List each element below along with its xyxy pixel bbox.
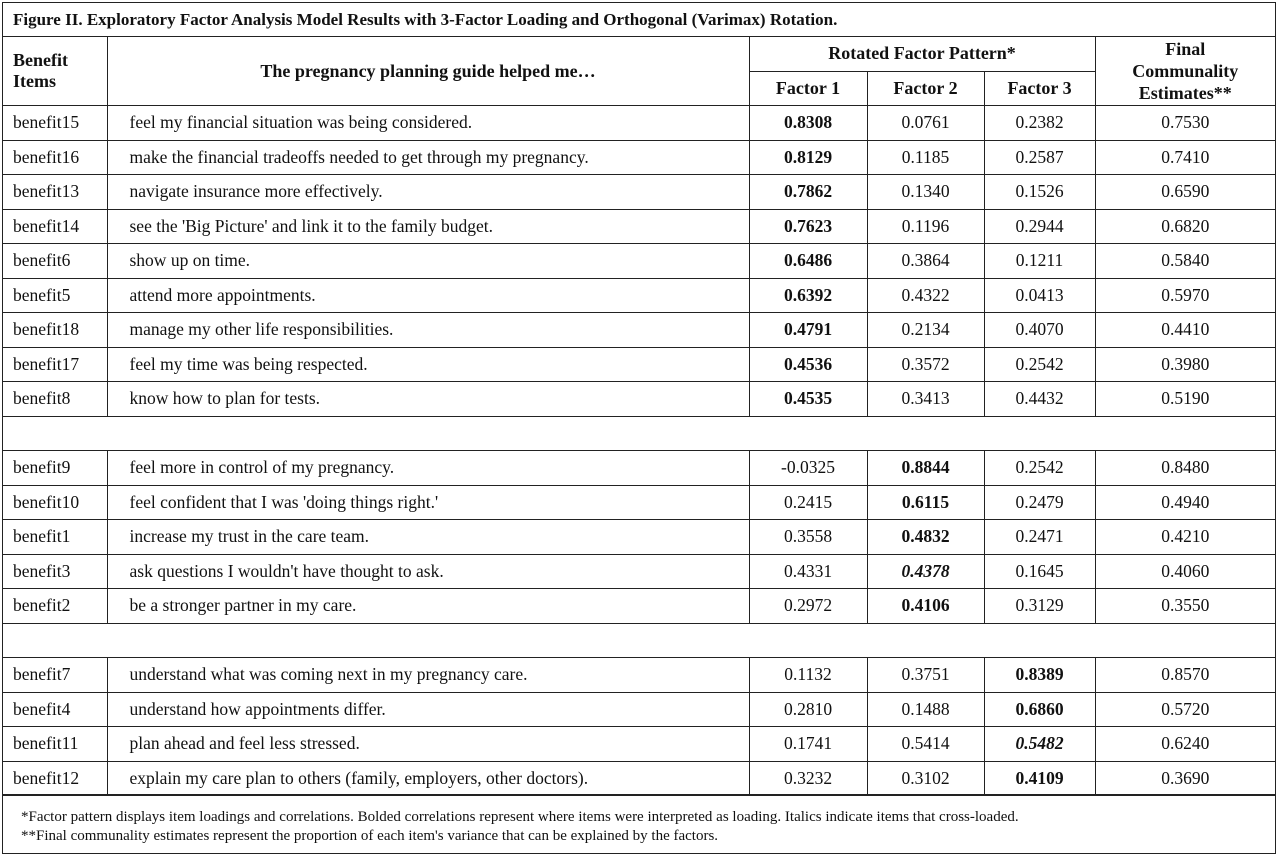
cell-final-communality: 0.6590	[1095, 175, 1275, 210]
cell-benefit-item: benefit5	[3, 278, 107, 313]
header-final-line1: Final	[1165, 39, 1206, 59]
cell-description: feel my financial situation was being considered.	[107, 106, 749, 141]
cell-factor3: 0.2944	[984, 209, 1095, 244]
cell-factor1: 0.3558	[749, 520, 867, 555]
header-rotated-factor-pattern: Rotated Factor Pattern*	[749, 37, 1095, 71]
cell-factor1: 0.8308	[749, 106, 867, 141]
cell-factor2: 0.3102	[867, 761, 984, 796]
cell-final-communality: 0.4940	[1095, 485, 1275, 520]
cell-factor3: 0.2479	[984, 485, 1095, 520]
cell-factor3: 0.1211	[984, 244, 1095, 279]
cell-final-communality: 0.6820	[1095, 209, 1275, 244]
factor-analysis-table	[3, 37, 1275, 796]
figure-table-container	[2, 2, 1276, 854]
cell-factor1: 0.2810	[749, 692, 867, 727]
table-row	[3, 244, 1275, 279]
cell-description: understand what was coming next in my pregnancy care.	[107, 658, 749, 693]
cell-factor1: 0.1741	[749, 727, 867, 762]
cell-final-communality: 0.5970	[1095, 278, 1275, 313]
cell-benefit-item: benefit11	[3, 727, 107, 762]
cell-final-communality: 0.3550	[1095, 589, 1275, 624]
cell-factor2: 0.1340	[867, 175, 984, 210]
cell-description: attend more appointments.	[107, 278, 749, 313]
cell-factor1: 0.3232	[749, 761, 867, 796]
cell-factor2: 0.1196	[867, 209, 984, 244]
table-row	[3, 554, 1275, 589]
cell-factor3: 0.0413	[984, 278, 1095, 313]
cell-factor2: 0.4378	[867, 554, 984, 589]
cell-factor3: 0.2471	[984, 520, 1095, 555]
cell-factor1: 0.2972	[749, 589, 867, 624]
cell-factor2: 0.4832	[867, 520, 984, 555]
table-row	[3, 382, 1275, 417]
table-row	[3, 761, 1275, 796]
cell-factor2: 0.4322	[867, 278, 984, 313]
cell-factor1: 0.6392	[749, 278, 867, 313]
cell-final-communality: 0.4210	[1095, 520, 1275, 555]
cell-factor1: 0.8129	[749, 140, 867, 175]
cell-factor1: 0.4535	[749, 382, 867, 417]
table-notes	[3, 794, 1275, 846]
cell-benefit-item: benefit17	[3, 347, 107, 382]
table-row	[3, 589, 1275, 624]
cell-factor3: 0.2542	[984, 347, 1095, 382]
cell-factor3: 0.1645	[984, 554, 1095, 589]
cell-factor2: 0.8844	[867, 451, 984, 486]
table-row	[3, 175, 1275, 210]
cell-benefit-item: benefit4	[3, 692, 107, 727]
cell-factor3: 0.2587	[984, 140, 1095, 175]
table-row	[3, 106, 1275, 141]
cell-description: make the financial tradeoffs needed to get through my pregnancy.	[107, 140, 749, 175]
cell-benefit-item: benefit7	[3, 658, 107, 693]
table-row	[3, 278, 1275, 313]
cell-description: understand how appointments differ.	[107, 692, 749, 727]
cell-description: ask questions I wouldn't have thought to ask.	[107, 554, 749, 589]
cell-factor2: 0.0761	[867, 106, 984, 141]
cell-factor3: 0.5482	[984, 727, 1095, 762]
cell-benefit-item: benefit8	[3, 382, 107, 417]
cell-factor3: 0.4432	[984, 382, 1095, 417]
cell-factor1: -0.0325	[749, 451, 867, 486]
cell-factor1: 0.4331	[749, 554, 867, 589]
cell-benefit-item: benefit16	[3, 140, 107, 175]
cell-benefit-item: benefit12	[3, 761, 107, 796]
header-final-line2: Communality	[1132, 61, 1239, 81]
table-row	[3, 313, 1275, 348]
cell-factor2: 0.2134	[867, 313, 984, 348]
cell-factor2: 0.3413	[867, 382, 984, 417]
cell-factor2: 0.6115	[867, 485, 984, 520]
header-description: The pregnancy planning guide helped me…	[107, 37, 749, 106]
spacer-cell	[3, 623, 1275, 658]
cell-factor3: 0.8389	[984, 658, 1095, 693]
cell-description: explain my care plan to others (family, employers, other doctors).	[107, 761, 749, 796]
cell-benefit-item: benefit2	[3, 589, 107, 624]
cell-factor3: 0.6860	[984, 692, 1095, 727]
cell-final-communality: 0.3980	[1095, 347, 1275, 382]
cell-description: navigate insurance more effectively.	[107, 175, 749, 210]
cell-final-communality: 0.8570	[1095, 658, 1275, 693]
header-benefit-items	[3, 37, 107, 106]
table-row	[3, 485, 1275, 520]
cell-description: increase my trust in the care team.	[107, 520, 749, 555]
table-body	[3, 106, 1275, 796]
table-row	[3, 658, 1275, 693]
cell-factor2: 0.3572	[867, 347, 984, 382]
cell-factor1: 0.1132	[749, 658, 867, 693]
cell-factor2: 0.4106	[867, 589, 984, 624]
cell-final-communality: 0.7530	[1095, 106, 1275, 141]
cell-benefit-item: benefit9	[3, 451, 107, 486]
header-factor3: Factor 3	[984, 71, 1095, 106]
cell-description: be a stronger partner in my care.	[107, 589, 749, 624]
cell-final-communality: 0.8480	[1095, 451, 1275, 486]
cell-factor2: 0.1488	[867, 692, 984, 727]
header-factor2: Factor 2	[867, 71, 984, 106]
cell-final-communality: 0.5190	[1095, 382, 1275, 417]
note-communality: **Final communality estimates represent the proportion of each item's variance that can be explained by the factors.	[21, 828, 719, 844]
table-row	[3, 140, 1275, 175]
cell-benefit-item: benefit10	[3, 485, 107, 520]
cell-description: see the 'Big Picture' and link it to the family budget.	[107, 209, 749, 244]
cell-factor3: 0.2382	[984, 106, 1095, 141]
cell-benefit-item: benefit15	[3, 106, 107, 141]
table-row	[3, 451, 1275, 486]
group-spacer-row	[3, 623, 1275, 658]
cell-factor2: 0.1185	[867, 140, 984, 175]
cell-final-communality: 0.6240	[1095, 727, 1275, 762]
cell-factor3: 0.1526	[984, 175, 1095, 210]
cell-final-communality: 0.4060	[1095, 554, 1275, 589]
cell-benefit-item: benefit6	[3, 244, 107, 279]
cell-factor1: 0.7862	[749, 175, 867, 210]
cell-final-communality: 0.4410	[1095, 313, 1275, 348]
cell-factor1: 0.6486	[749, 244, 867, 279]
cell-final-communality: 0.7410	[1095, 140, 1275, 175]
table-row	[3, 727, 1275, 762]
cell-factor2: 0.3864	[867, 244, 984, 279]
header-factor1: Factor 1	[749, 71, 867, 106]
cell-final-communality: 0.5720	[1095, 692, 1275, 727]
header-final-communality	[1095, 37, 1275, 106]
header-final-line3: Estimates**	[1138, 83, 1232, 103]
table-row	[3, 520, 1275, 555]
cell-description: know how to plan for tests.	[107, 382, 749, 417]
cell-description: show up on time.	[107, 244, 749, 279]
cell-benefit-item: benefit13	[3, 175, 107, 210]
group-spacer-row	[3, 416, 1275, 451]
cell-description: plan ahead and feel less stressed.	[107, 727, 749, 762]
cell-factor2: 0.3751	[867, 658, 984, 693]
cell-final-communality: 0.3690	[1095, 761, 1275, 796]
header-row-1	[3, 37, 1275, 71]
cell-description: feel my time was being respected.	[107, 347, 749, 382]
figure-title: Figure II. Exploratory Factor Analysis Model Results with 3-Factor Loading and Orthogonal (Varimax) Rotation.	[3, 3, 1275, 37]
cell-factor2: 0.5414	[867, 727, 984, 762]
cell-benefit-item: benefit1	[3, 520, 107, 555]
cell-factor3: 0.4070	[984, 313, 1095, 348]
cell-factor3: 0.4109	[984, 761, 1095, 796]
cell-factor1: 0.4536	[749, 347, 867, 382]
table-row	[3, 347, 1275, 382]
header-items-line2: Items	[13, 71, 56, 91]
cell-factor1: 0.7623	[749, 209, 867, 244]
cell-factor3: 0.2542	[984, 451, 1095, 486]
table-row	[3, 692, 1275, 727]
cell-description: feel confident that I was 'doing things right.'	[107, 485, 749, 520]
cell-factor1: 0.4791	[749, 313, 867, 348]
cell-description: manage my other life responsibilities.	[107, 313, 749, 348]
table-row	[3, 209, 1275, 244]
cell-final-communality: 0.5840	[1095, 244, 1275, 279]
cell-benefit-item: benefit18	[3, 313, 107, 348]
cell-factor1: 0.2415	[749, 485, 867, 520]
header-items-line1: Benefit	[13, 50, 68, 70]
cell-benefit-item: benefit3	[3, 554, 107, 589]
cell-description: feel more in control of my pregnancy.	[107, 451, 749, 486]
note-factor-pattern: *Factor pattern displays item loadings and correlations. Bolded correlations represent where items were interpreted as loading. Italics indicate items that cross-loaded.	[21, 809, 1019, 825]
cell-factor3: 0.3129	[984, 589, 1095, 624]
spacer-cell	[3, 416, 1275, 451]
cell-benefit-item: benefit14	[3, 209, 107, 244]
